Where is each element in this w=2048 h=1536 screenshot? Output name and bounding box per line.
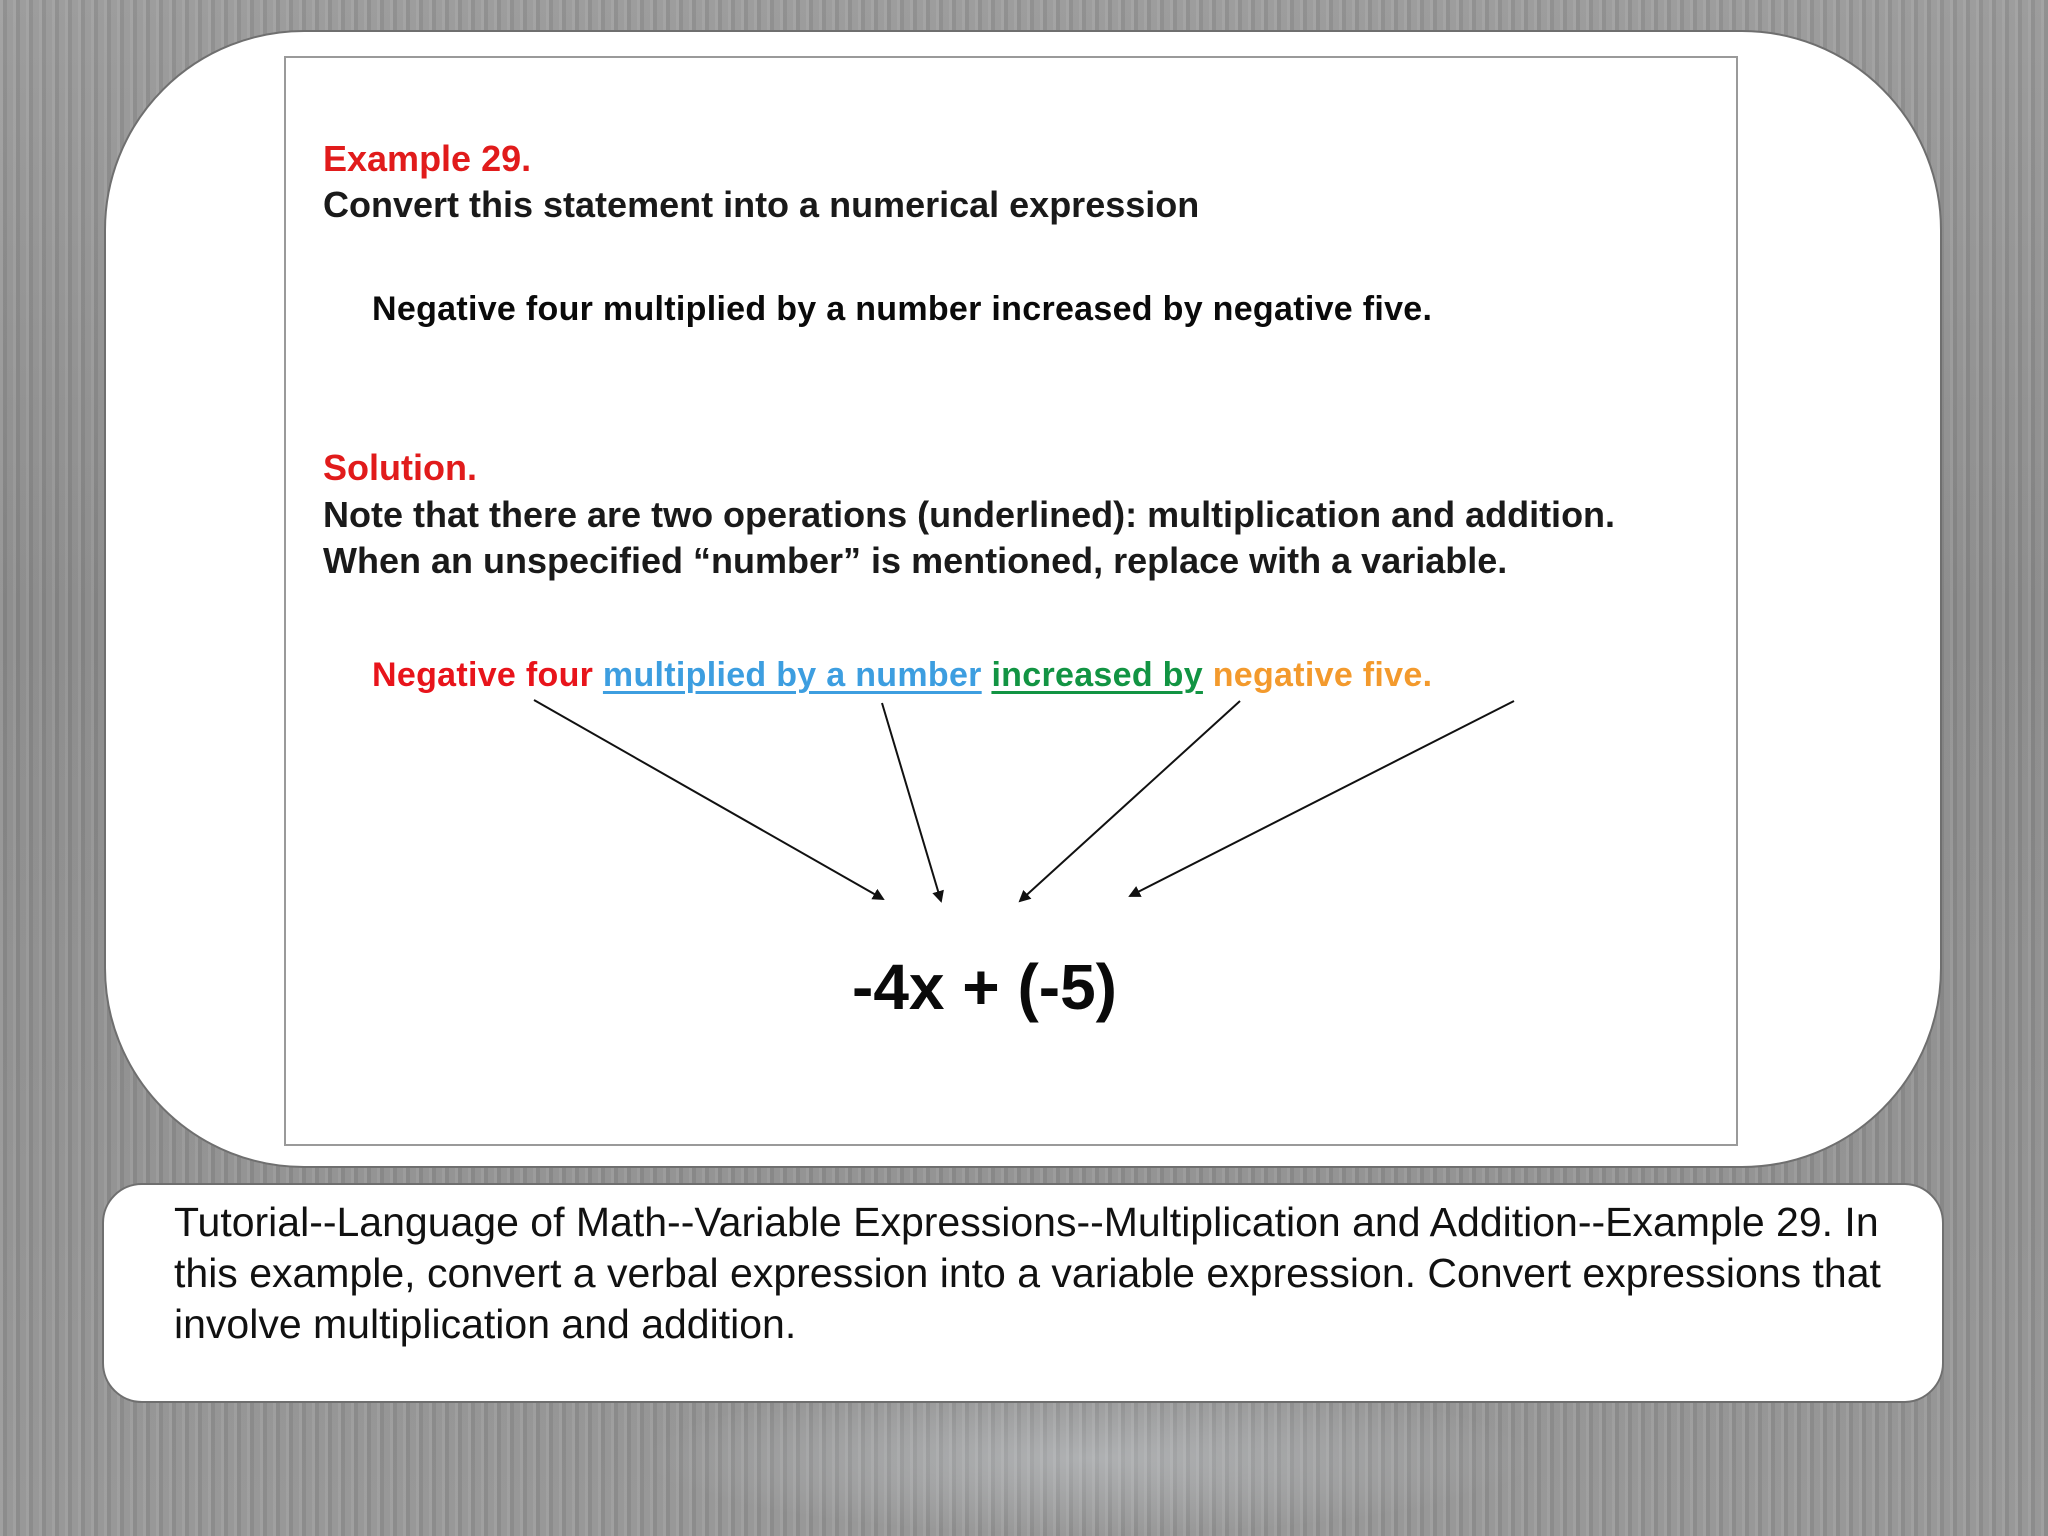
- slide: [284, 56, 1738, 1146]
- caption-text: Tutorial--Language of Math--Variable Expressions--Multiplication and Addition--Example 29. In this example, convert a verbal expression into a variable expression. Convert expressions that involve multiplication and addition.: [174, 1199, 1881, 1347]
- solution-note: Note that there are two operations (underlined): multiplication and addition. When an unspecified “number” is mentioned, replace with a variable.: [323, 494, 1616, 581]
- variable-expression: -4x + (-5): [852, 951, 1117, 1023]
- phrase-increased-by: increased by: [991, 656, 1203, 694]
- arrow-increased: [1020, 701, 1240, 901]
- arrow-multiplied: [882, 703, 941, 901]
- example-label: Example 29.: [323, 138, 532, 179]
- prompt-text: Convert this statement into a numerical expression: [323, 184, 1200, 225]
- phrase-negative-four: Negative four: [372, 656, 594, 694]
- arrow-negative-four: [534, 700, 883, 899]
- solution-label: Solution.: [323, 447, 477, 488]
- caption-panel: [102, 1183, 1944, 1403]
- background-texture: [640, 1380, 1540, 1536]
- phrase-negative-five: negative five.: [1212, 656, 1433, 694]
- verbal-statement: Negative four multiplied by a number increased by negative five.: [372, 290, 1433, 328]
- phrase-multiplied-by-a-number: multiplied by a number: [602, 656, 982, 694]
- arrow-negative-five: [1130, 701, 1514, 896]
